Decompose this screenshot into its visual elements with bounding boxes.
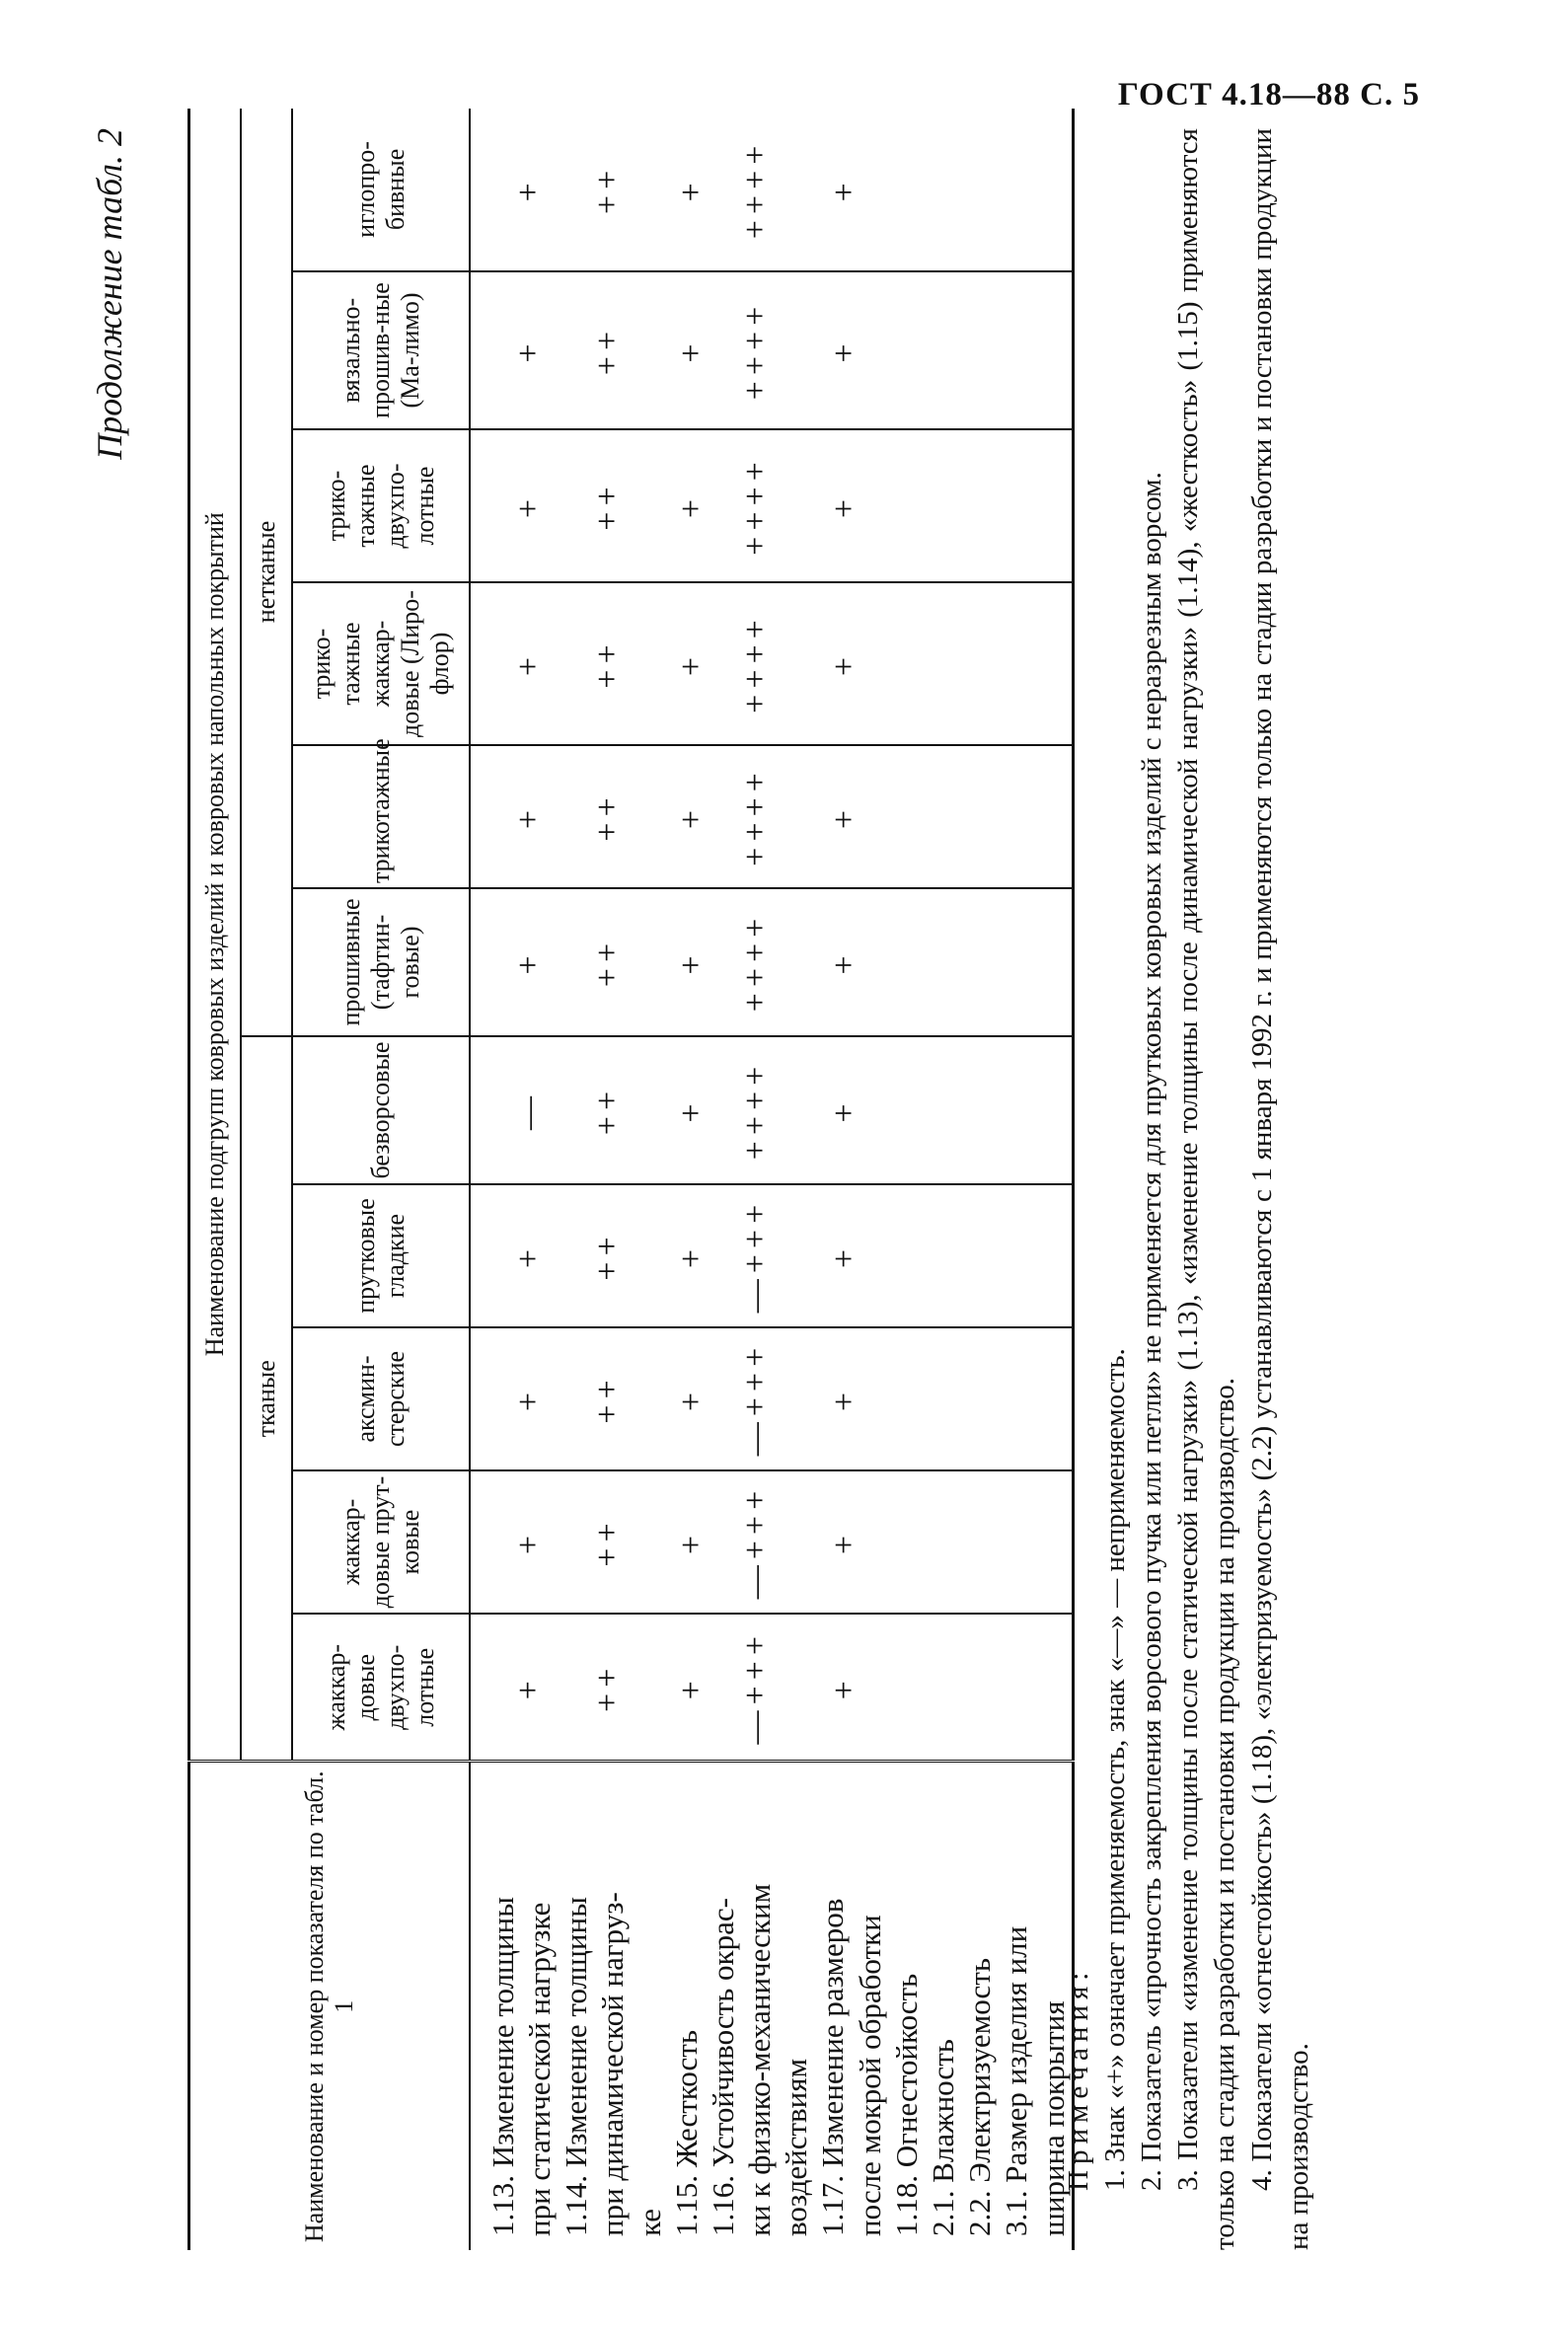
value-mark: + (509, 492, 547, 519)
value-mark: + (825, 803, 862, 830)
value-mark: + (672, 803, 709, 830)
value-mark: + (509, 803, 547, 830)
notes-title: Примечания: (1063, 1966, 1094, 2191)
group-header: Наименование подгрупп ковровых изделий и ковровых напольных покрытий (189, 109, 241, 1762)
value-mark: + (825, 1529, 862, 1555)
row-name-line: 3.1. Размер изделия или (999, 1925, 1034, 2236)
value-mark: + (825, 949, 862, 975)
note-item: 1. Знак «+» означает применяемость, знак «—» — неприменяемость. (1099, 1348, 1132, 2191)
value-mark: ++++ (736, 614, 774, 714)
row-name-line: при динамической нагруз- (595, 1892, 631, 2236)
row-name-line: 1.17. Изменение размеров (815, 1898, 851, 2236)
column-header: жаккар-довые прут-ковые (292, 1470, 470, 1614)
value-mark: + (825, 338, 862, 363)
value-mark: + (672, 650, 709, 677)
row-name-line: воздействиям (779, 2058, 814, 2236)
value-mark: + (509, 1242, 547, 1269)
column-header: безворсовые (292, 1036, 470, 1184)
column-header: иглопро-бивные (292, 109, 470, 271)
value-mark: ++++ (736, 139, 774, 240)
value-mark: ++++ (736, 767, 774, 866)
value-mark: + (509, 650, 547, 677)
row-name-line: 1.13. Изменение толщины (485, 1897, 520, 2236)
column-header: прутковые гладкие (292, 1184, 470, 1327)
value-mark: + (672, 177, 709, 202)
row-name-line: 1.18. Огнестойкость (888, 1973, 924, 2236)
value-mark: ++ (588, 1374, 626, 1424)
value-mark: ++ (588, 1662, 626, 1712)
value-mark: + (672, 1675, 709, 1700)
row-name-line: ке (632, 2208, 667, 2236)
value-mark: + (672, 1097, 709, 1123)
value-mark: + (825, 1675, 862, 1700)
value-mark: ++ (588, 1231, 626, 1281)
value-mark: + (672, 492, 709, 519)
value-cell (470, 429, 1074, 582)
value-mark: + (825, 1386, 862, 1412)
value-mark: + (825, 492, 862, 519)
row-name-line: 1.15. Жесткость (668, 2030, 704, 2236)
value-mark: + (509, 338, 547, 363)
value-mark: + (672, 949, 709, 975)
value-mark: ++ (588, 791, 626, 842)
first-column-header: Наименование и номер показателя по табл. 1 (189, 1762, 470, 2250)
value-mark: ++ (588, 325, 626, 376)
note-item: 3. Показатели «изменение толщины после статической нагрузки» (1.13), «изменение толщины после динамической нагрузки» (1.14), «жесткость» (1.15) применяются только на стадии разработки и постановки продукции на производство. (1172, 128, 1241, 2250)
value-mark: + (672, 1242, 709, 1269)
value-cell (470, 1614, 1074, 1762)
column-header: жаккар-довые двухпо-лотные (292, 1614, 470, 1762)
row-name-line: 2.1. Влажность (926, 2039, 961, 2236)
value-mark: ++ (588, 639, 626, 689)
value-cell (470, 888, 1074, 1036)
row-name-line: 1.16. Устойчивость окрас- (705, 1898, 740, 2236)
value-mark: —+++ (736, 1484, 774, 1600)
value-mark: —+++ (736, 1198, 774, 1314)
row-name-line: при статической нагрузке (521, 1902, 557, 2236)
value-mark: —+++ (736, 1629, 774, 1745)
column-header: вязально-прошив-ные (Ма-лимо) (292, 271, 470, 429)
table-continuation-caption: Продолжение табл. 2 (90, 128, 129, 460)
value-cell (470, 1036, 1074, 1184)
column-header: трико-тажные двухпо-лотные (292, 429, 470, 582)
value-cell (470, 271, 1074, 429)
value-mark: ++ (588, 1517, 626, 1567)
value-cell (470, 745, 1074, 888)
value-mark: + (672, 338, 709, 363)
note-item: 2. Показатель «прочность закрепления ворсового пучка или петли» не применяется для прутковых ковровых изделий с неразрезным ворсом. (1136, 472, 1168, 2191)
value-mark: + (509, 177, 547, 202)
row-name-line: ки к физико-механическим (742, 1883, 778, 2236)
row-name-line: 1.14. Изменение толщины (559, 1897, 594, 2236)
value-mark: + (509, 1529, 547, 1555)
value-mark: + (672, 1529, 709, 1555)
value-mark: — (509, 1091, 547, 1130)
note-item: 4. Показатели «огнестойкость» (1.18), «электризуемость» (2.2) устанавливаются с 1 января 1992 г. и применяются только на стадии разработки и постановки продукции на производство. (1245, 128, 1314, 2250)
value-mark: + (825, 177, 862, 202)
value-mark: + (509, 1675, 547, 1700)
value-cell (470, 582, 1074, 745)
value-mark: ++ (588, 1085, 626, 1136)
value-mark: + (672, 1386, 709, 1412)
column-header: трикотажные (292, 745, 470, 888)
column-header: трико-тажные жаккар-довые (Лиро-флор) (292, 582, 470, 745)
notes-section (1061, 128, 1317, 2250)
value-mark: ++++ (736, 300, 774, 401)
column-header: прошивные (тафтин-говые) (292, 888, 470, 1036)
value-mark: + (509, 949, 547, 975)
value-mark: + (825, 1242, 862, 1269)
page-header: ГОСТ 4.18—88 С. 5 (1117, 77, 1420, 113)
value-mark: ++++ (736, 912, 774, 1013)
value-mark: + (509, 1386, 547, 1412)
value-mark: + (825, 1097, 862, 1123)
value-cell (470, 1327, 1074, 1470)
value-mark: + (825, 650, 862, 677)
value-cell (470, 109, 1074, 271)
column-header: аксмин-стерские (292, 1327, 470, 1470)
row-names-cell (470, 1762, 1074, 2250)
value-mark: ++++ (736, 456, 774, 556)
applicability-table (187, 109, 1075, 2250)
row-name-line: после мокрой обработки (852, 1915, 887, 2236)
value-mark: ++++ (736, 1060, 774, 1161)
value-mark: ++ (588, 481, 626, 531)
value-mark: ++ (588, 164, 626, 215)
subgroup-nonwoven: нетканые (241, 109, 292, 1036)
subgroup-woven: тканые (241, 1036, 292, 1762)
row-name-line: ширина покрытия (1035, 2000, 1071, 2236)
row-name-line: 2.2. Электризуемость (962, 1958, 998, 2236)
value-mark: —+++ (736, 1341, 774, 1457)
value-cell (470, 1470, 1074, 1614)
value-cell (470, 1184, 1074, 1327)
rotated-page-content (69, 128, 1431, 2250)
value-mark: ++ (588, 937, 626, 988)
